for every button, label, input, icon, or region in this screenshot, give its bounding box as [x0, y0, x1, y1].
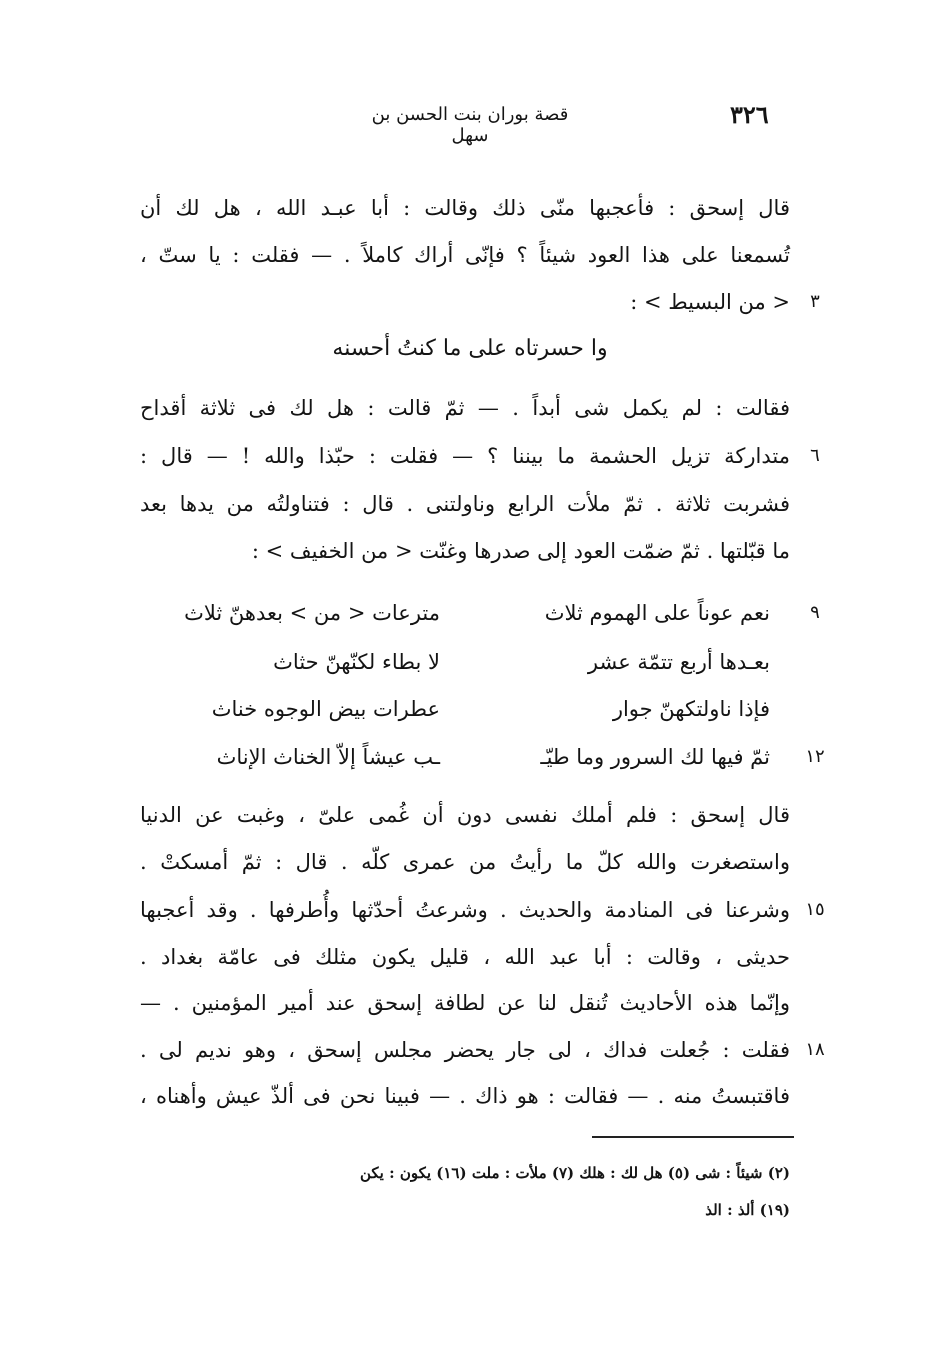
verse-first-hemistich: ثمّ فيها لك السرور وما طيّـ [540, 745, 770, 769]
line-number: ٦ [810, 445, 820, 466]
line-number: ١٥ [805, 899, 825, 920]
line-number: ١٢ [805, 746, 825, 767]
line-number: ١٨ [805, 1039, 825, 1060]
line-number: ٩ [810, 602, 820, 623]
text-line: ما قبّلتها . ثمّ ضمّت العود إلى صدرها وغنّت < من الخفيف > : [251, 539, 790, 563]
text-line: فشربت ثلاثة . ثمّ ملأت الرابع وناولتنى . قال : فتناولتُه من يدها بعد [140, 492, 790, 516]
text-line: < من البسيط > : [630, 290, 790, 314]
verse-first-hemistich: بعـدها أربع تتمّة عشر [587, 650, 770, 674]
footnote-line: (٢) شيئاً : شى (٥) هل لك : هلك (٧) ملأت : ملت (١٦) يكون : يكن [359, 1164, 790, 1182]
text-line: وإنّما هذه الأحاديث تُنقل لنا عن لطافة إسحق عند أمير المؤمنين . — [140, 991, 790, 1015]
verse-first-hemistich: نعم عوناً على الهموم ثلاث [544, 601, 770, 625]
verse-second-hemistich: ـب عيشاً إلاّ الخناث الإناث [216, 745, 440, 769]
footnote-rule [592, 1136, 794, 1138]
text-line: وشرعنا فى المنادمة والحديث . وشرعتُ أحدّثها وأُطرفها . وقد أعجبها [140, 898, 790, 922]
verse-first-hemistich: فإذا ناولتكهنّ جوار [612, 697, 770, 721]
text-line: فقلت : جُعلت فداك ، لى جار يحضر مجلس إسحق ، وهو نديم لى . [140, 1038, 790, 1062]
text-line: حديثى ، وقالت : أبا عبد الله ، قليل يكون مثلك فى عامّة بغداد . [140, 945, 790, 969]
text-line: فقالت : لم يكمل شى أبداً . — ثمّ قالت : هل لك فى ثلاثة أقداح [140, 396, 790, 420]
page-number: ٣٢٦ [730, 100, 769, 129]
text-line: تُسمعنا على هذا العود شيئاً ؟ فإنّى أراك كاملاً . — فقلت : يا ستّ ، [140, 243, 790, 267]
text-line: متداركة تزيل الحشمة ما بيننا ؟ — فقلت : حبّذا والله ! — قال : [140, 444, 790, 468]
footnote-line: (١٩) ألذ : الذ [705, 1201, 790, 1219]
verse-line: وا حسرتاه على ما كنتُ أحسنه [332, 336, 608, 361]
line-number: ٣ [810, 291, 820, 312]
text-line: قال إسحق : فلم أملك نفسى دون أن غُمى علىّ ، وغبت عن الدنيا [140, 803, 790, 827]
text-line: فاقتبستُ منه . — فقالت : هو ذاك . — فبينا نحن فى ألذّ عيش وأهناه ، [140, 1084, 790, 1108]
running-title: قصة بوران بنت الحسن بن سهل [371, 104, 569, 146]
verse-second-hemistich: عطرات بيض الوجوه خناث [211, 697, 440, 721]
verse-second-hemistich: مترعات < من > بعدهنّ ثلاث [184, 601, 440, 625]
verse-second-hemistich: لا بطاء لكنّهنّ حثاث [273, 650, 440, 674]
text-line: واستصغرت والله كلّ ما رأيتُ من عمرى كلّه . قال : ثمّ أمسكتْ . [140, 850, 790, 874]
text-line: قال إسحق : فأعجبها منّى ذلك وقالت : أبا عبـد الله ، هل لك أن [140, 196, 790, 220]
